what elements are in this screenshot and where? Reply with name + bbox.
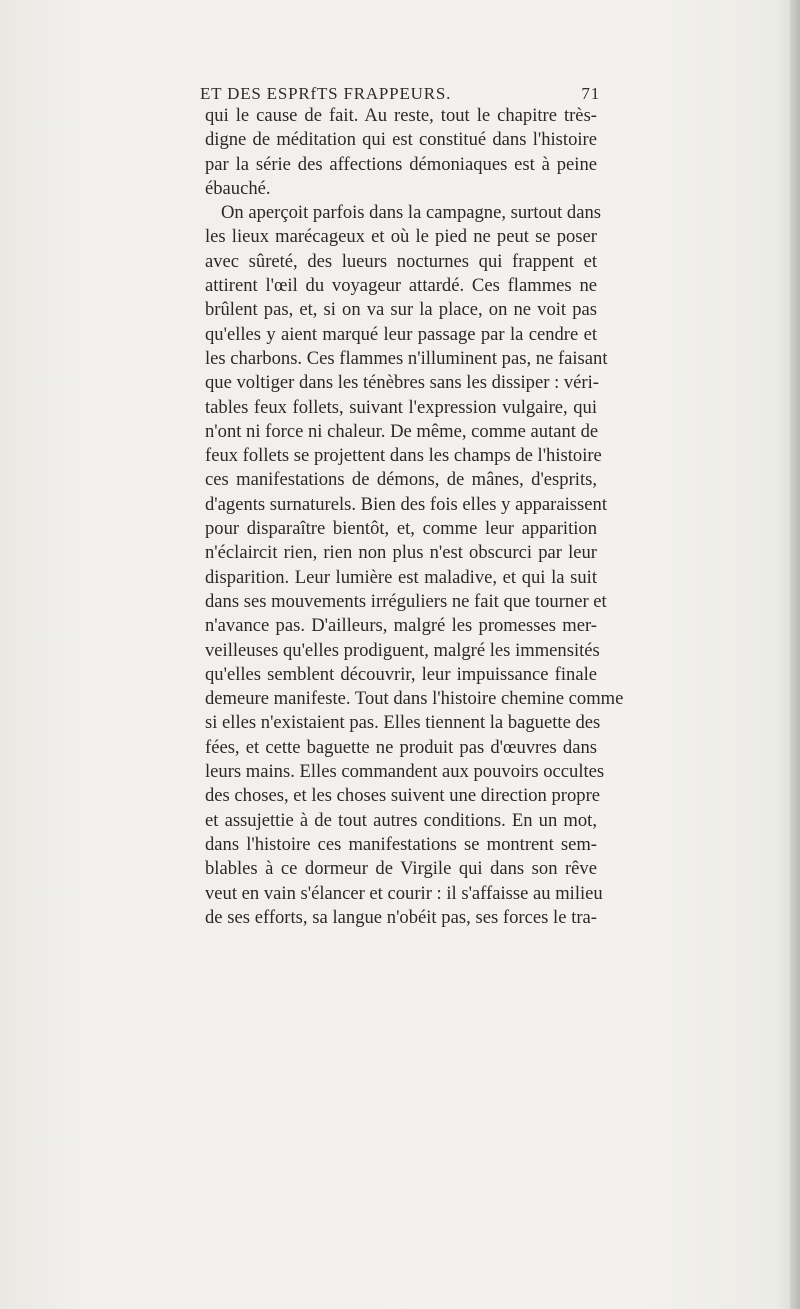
text-line: avec sûreté, des lueurs nocturnes qui frappent et [205, 250, 597, 272]
text-line: qu'elles semblent découvrir, leur impuissance finale [205, 663, 597, 685]
text-line: demeure manifeste. Tout dans l'histoire chemine comme [205, 688, 624, 710]
text-line: dans ses mouvements irréguliers ne fait que tourner et [205, 590, 607, 612]
page-number: 71 [581, 84, 600, 103]
running-title: ET DES ESPRfTS FRAPPEURS. [200, 84, 452, 103]
text-line: veilleuses qu'elles prodiguent, malgré les immensités [205, 639, 600, 661]
text-line: par la série des affections démoniaques est à peine [205, 153, 597, 175]
body-text [205, 104, 624, 930]
text-line: tables feux follets, suivant l'expression vulgaire, qui [205, 396, 597, 418]
text-line: n'éclaircit rien, rien non plus n'est obscurci par leur [205, 542, 597, 564]
text-line: blables à ce dormeur de Virgile qui dans son rêve [205, 858, 597, 880]
text-line: pour disparaître bientôt, et, comme leur apparition [205, 518, 597, 540]
text-line: ébauché. [205, 177, 271, 199]
text-line: n'avance pas. D'ailleurs, malgré les promesses mer- [205, 615, 597, 637]
page-edge [790, 0, 800, 1309]
text-line: ces manifestations de démons, de mânes, d'esprits, [205, 469, 597, 491]
text-line: fées, et cette baguette ne produit pas d'œuvres dans [205, 736, 597, 758]
text-line: attirent l'œil du voyageur attardé. Ces flammes ne [205, 275, 597, 297]
text-line: On aperçoit parfois dans la campagne, surtout dans [221, 202, 602, 224]
text-line: qui le cause de fait. Au reste, tout le chapitre très- [205, 105, 597, 126]
text-line: et assujettie à de tout autres conditions. En un mot, [205, 809, 597, 831]
text-line: disparition. Leur lumière est maladive, et qui la suit [205, 566, 597, 588]
text-line: qu'elles y aient marqué leur passage par la cendre et [205, 323, 597, 345]
text-line: de ses efforts, sa langue n'obéit pas, ses forces le tra- [205, 906, 597, 928]
text-line: si elles n'existaient pas. Elles tiennent la baguette des [205, 712, 601, 734]
text-line: les charbons. Ces flammes n'illuminent pas, ne faisant [205, 347, 608, 369]
text-line: dans l'histoire ces manifestations se montrent sem- [205, 833, 597, 855]
text-line: digne de méditation qui est constitué dans l'histoire [205, 129, 597, 151]
text-line: que voltiger dans les ténèbres sans les dissiper : véri- [205, 372, 599, 394]
text-line: veut en vain s'élancer et courir : il s'affaisse au milieu [205, 882, 603, 904]
text-line: leurs mains. Elles commandent aux pouvoirs occultes [205, 761, 605, 783]
text-line: des choses, et les choses suivent une direction propre [205, 785, 601, 807]
text-line: n'ont ni force ni chaleur. De même, comme autant de [205, 420, 599, 442]
text-line: feux follets se projettent dans les champs de l'histoire [205, 445, 602, 467]
text-line: d'agents surnaturels. Bien des fois elles y apparaissent [205, 493, 607, 515]
text-line: les lieux marécageux et où le pied ne peut se poser [205, 226, 597, 248]
text-line: brûlent pas, et, si on va sur la place, on ne voit pas [205, 299, 597, 321]
